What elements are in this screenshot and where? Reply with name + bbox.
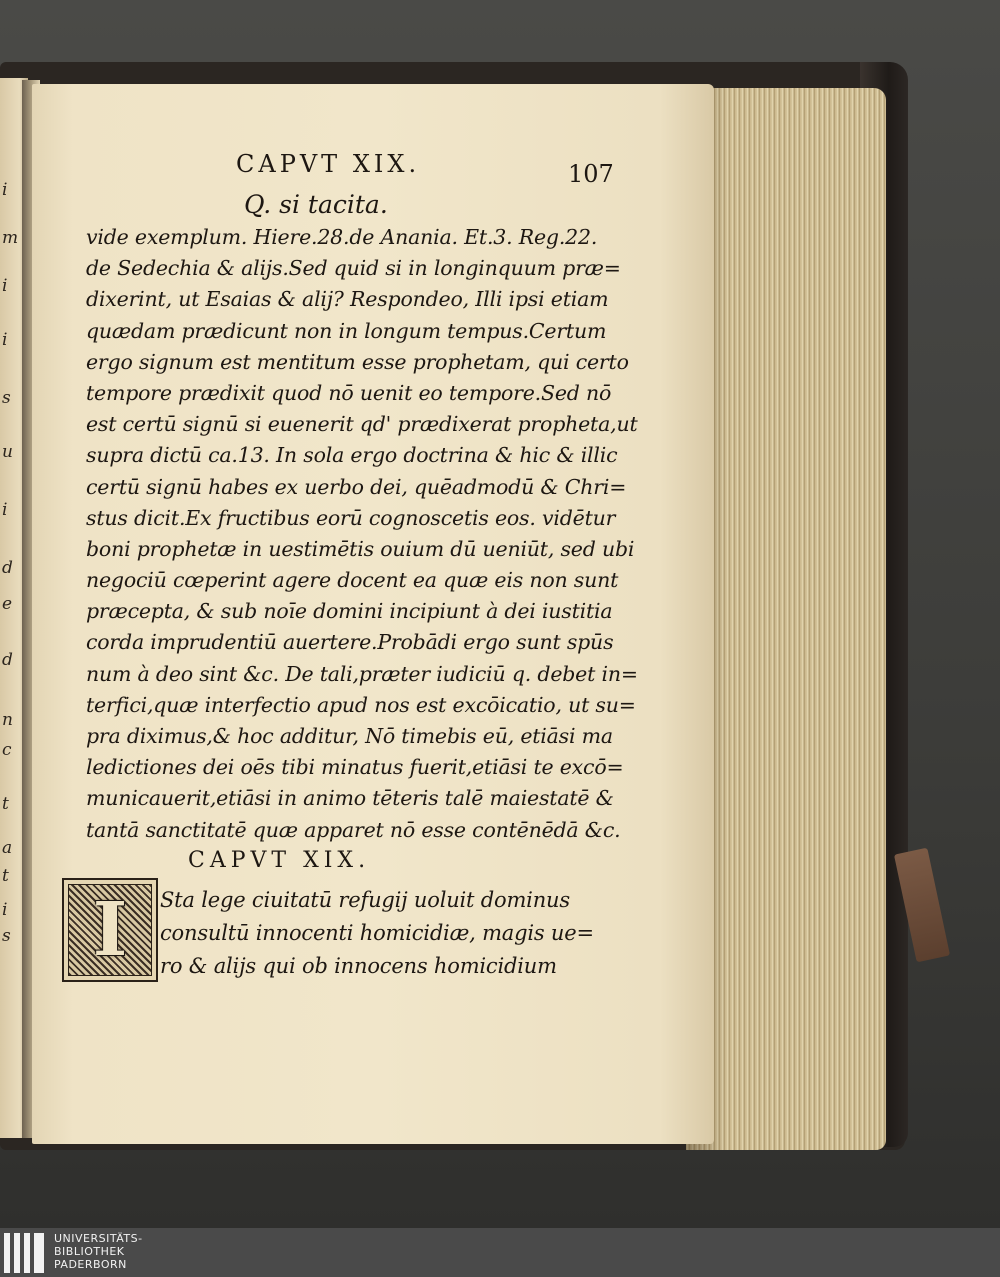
margin-letter: d — [2, 558, 13, 578]
text-line: quædam prædicunt non in longum tempus.Certum — [86, 318, 607, 343]
text-line: præcepta, & sub noīe domini incipiunt à dei iustitia — [86, 599, 613, 624]
text-line: dixerint, ut Esaias & alij? Respondeo, Illi ipsi etiam — [86, 287, 609, 312]
margin-letter: a — [2, 838, 13, 858]
running-head: CAPVT XIX. — [236, 150, 421, 178]
text-line: terfici,quæ interfectio apud nos est excōicatio, ut su= — [86, 692, 636, 717]
decorated-initial — [62, 878, 158, 982]
margin-letter: t — [2, 866, 9, 886]
library-logo-text — [54, 1232, 143, 1271]
text-line: ledictiones dei oēs tibi minatus fuerit,etiāsi te excō= — [86, 755, 624, 780]
chapter-text — [160, 884, 594, 983]
logo-line: PADERBORN — [54, 1258, 127, 1271]
text-line: certū signū habes ex uerbo dei, quēadmodū & Chri= — [86, 474, 627, 499]
text-line: est certū signū si euenerit qd' prædixerat propheta,ut — [86, 412, 638, 437]
text-line: consultū innocenti homicidiæ, magis ue= — [160, 921, 594, 945]
text-line: corda imprudentiū auertere.Probādi ergo sunt spūs — [86, 630, 614, 655]
text-line: boni prophetæ in uestimētis ouium dū ueniūt, sed ubi — [86, 536, 635, 561]
text-line: vide exemplum. Hiere.28.de Anania. Et.3. Reg.22. — [86, 225, 598, 249]
text-line: negociū cœperint agere docent ea quæ eis non sunt — [86, 568, 619, 593]
library-logo-icon — [4, 1233, 48, 1273]
text-line: ergo signum est mentitum esse prophetam, qui certo — [86, 349, 629, 374]
text-line: Sta lege ciuitatū refugij uoluit dominus — [160, 888, 570, 912]
text-line: stus dicit.Ex fructibus eorū cognoscetis eos. vidētur — [86, 505, 616, 530]
text-line: num à deo sint &c. De tali,præter iudiciū q. debet in= — [86, 661, 638, 686]
margin-letter: i — [2, 330, 8, 350]
body-text — [86, 222, 638, 846]
text-line: pra diximus,& hoc additur, Nō timebis eū, etiāsi ma — [86, 724, 613, 748]
text-line: tantā sanctitatē quæ apparet nō esse contēnēdā &c. — [86, 817, 621, 842]
logo-line: BIBLIOTHEK — [54, 1245, 125, 1258]
section-rubric: Q. si tacita. — [244, 190, 388, 219]
initial-letter: I — [92, 887, 128, 973]
text-line: supra dictū ca.13. In sola ergo doctrina & hic & illic — [86, 443, 618, 468]
margin-letter: s — [2, 926, 11, 946]
logo-line: UNIVERSITÄTS- — [54, 1232, 143, 1245]
margin-letter: i — [2, 276, 8, 296]
margin-letter: i — [2, 900, 8, 920]
text-line: ro & alijs qui ob innocens homicidium — [160, 954, 557, 978]
chapter-heading: CAPVT XIX. — [188, 848, 371, 873]
margin-letter: n — [2, 710, 13, 730]
library-footer — [0, 1228, 1000, 1277]
left-page-margin-letters — [0, 180, 19, 946]
margin-letter: c — [2, 740, 12, 760]
margin-letter: d — [2, 650, 13, 670]
margin-letter: t — [2, 794, 9, 814]
text-line: municauerit,etiāsi in animo tēteris talē maiestatē & — [86, 786, 614, 811]
margin-letter: u — [2, 442, 13, 462]
margin-letter: i — [2, 180, 8, 200]
text-line: tempore prædixit quod nō uenit eo tempore.Sed nō — [86, 380, 612, 405]
margin-letter: s — [2, 388, 11, 408]
margin-letter: e — [2, 594, 13, 614]
page-number: 107 — [568, 160, 614, 188]
margin-letter: m — [2, 228, 19, 248]
text-line: de Sedechia & alijs.Sed quid si in longinquum præ= — [86, 256, 621, 281]
margin-letter: i — [2, 500, 8, 520]
